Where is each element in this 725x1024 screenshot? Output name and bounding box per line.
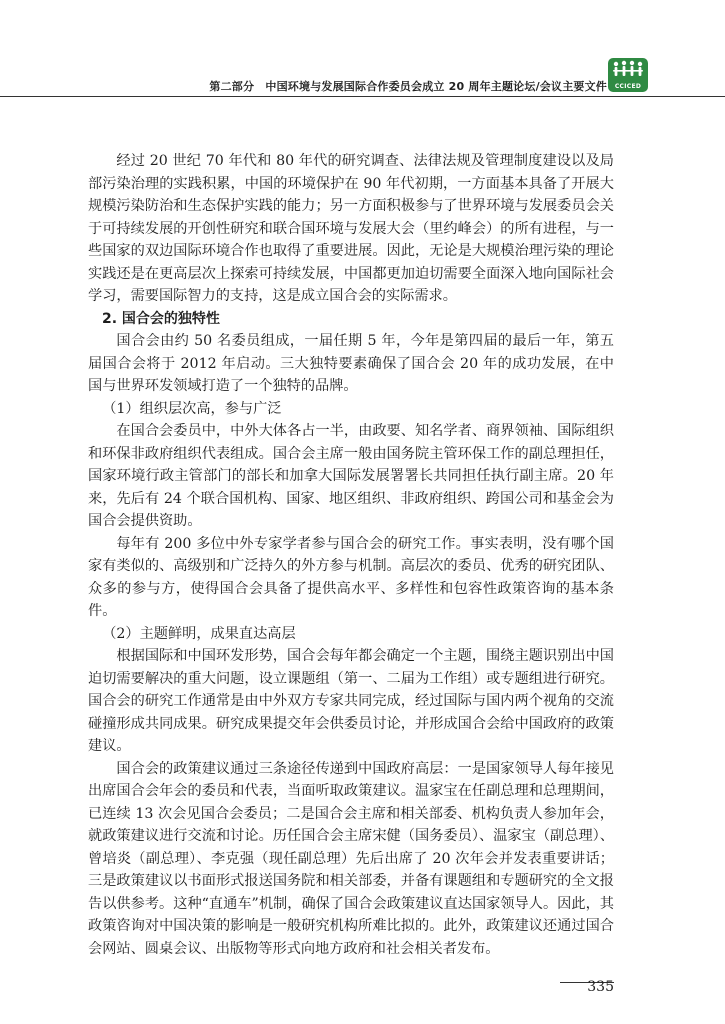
page-header <box>0 0 725 100</box>
page-number: 335 <box>587 979 614 995</box>
cciced-logo <box>608 58 648 92</box>
paragraph: 国合会由约 50 名委员组成，一届任期 5 年，今年是第四届的最后一年，第五届国合会将于 2012 年启动。三大独特要素确保了国合会 20 年的成功发展，在中国与世界环发领域打造了一个独特的品牌。 <box>88 333 614 394</box>
section-heading: 2. 国合会的独特性 <box>102 310 220 327</box>
running-header: 第二部分 中国环境与发展国际合作委员会成立 20 周年主题论坛/会议主要文件 <box>209 80 607 93</box>
paragraph: 经过 20 世纪 70 年代和 80 年代的研究调查、法律法规及管理制度建设以及局部污染治理的实践积累，中国的环境保护在 90 年代初期，一方面基本具备了开展大规模污染防治和生态保护实践的能力；另一方面积极参与了世界环境与发展委员会关于可持续发展的开创性研究和联合国环境与发展大会（里约峰会）的所有进程，与一些国家的双边国际环境合作也取得了重要进展。因此，无论是大规模治理污染的理论实践还是在更高层次上探索可持续发展，中国都更加迫切需要全面深入地向国际社会学习，需要国际智力的支持，这是成立国合会的实际需求。 <box>88 153 614 304</box>
subsection-heading: （1）组织层次高，参与广泛 <box>102 400 282 417</box>
subsection-heading: （2）主题鲜明，成果直达高层 <box>102 625 296 642</box>
body-text <box>88 150 614 960</box>
paragraph: 每年有 200 多位中外专家学者参与国合会的研究工作。事实表明，没有哪个国家有类似的、高级别和广泛持久的外方参与机制。高层次的委员、优秀的研究团队、众多的参与方，使得国合会具备了提供高水平、多样性和包容性政策咨询的基本条件。 <box>88 535 614 619</box>
logo-text: CCICED <box>614 83 642 90</box>
header-rule <box>0 96 725 97</box>
paragraph: 根据国际和中国环发形势，国合会每年都会确定一个主题，围绕主题识别出中国迫切需要解决的重大问题，设立课题组（第一、二届为工作组）或专题组进行研究。国合会的研究工作通常是由中外双方专家共同完成，经过国际与国内两个视角的交流碰撞形成共同成果。研究成果提交年会供委员讨论，并形成国合会给中国政府的政策建议。 <box>88 648 614 754</box>
people-emblem-icon <box>608 58 648 84</box>
paragraph: 在国合会委员中，中外大体各占一半，由政要、知名学者、商界领袖、国际组织和环保非政府组织代表组成。国合会主席一般由国务院主管环保工作的副总理担任，国家环境行政主管部门的部长和加拿大国际发展署署长共同担任执行副主席。20 年来，先后有 24 个联合国机构、国家、地区组织、非政府组织、跨国公司和基金会为国合会提供资助。 <box>88 423 614 529</box>
paragraph: 国合会的政策建议通过三条途径传递到中国政府高层：一是国家领导人每年接见出席国合会年会的委员和代表，当面听取政策建议。温家宝在任副总理和总理期间，已连续 13 次会见国合会委员；二是国合会主席和相关部委、机构负责人参加年会，就政策建议进行交流和讨论。历任国合会主席宋健（国务委员）、温家宝（副总理）、曾培炎（副总理）、李克强（现任副总理）先后出席了 20 次年会并发表重要讲话；三是政策建议以书面形式报送国务院和相关部委，并备有课题组和专题研究的全文报告以供参考。这种“直通车”机制，确保了国合会政策建议直达国家领导人。因此，其政策咨询对中国决策的影响是一般研究机构所难比拟的。此外，政策建议还通过国合会网站、圆桌会议、出版物等形式向地方政府和社会相关者发布。 <box>88 760 614 957</box>
